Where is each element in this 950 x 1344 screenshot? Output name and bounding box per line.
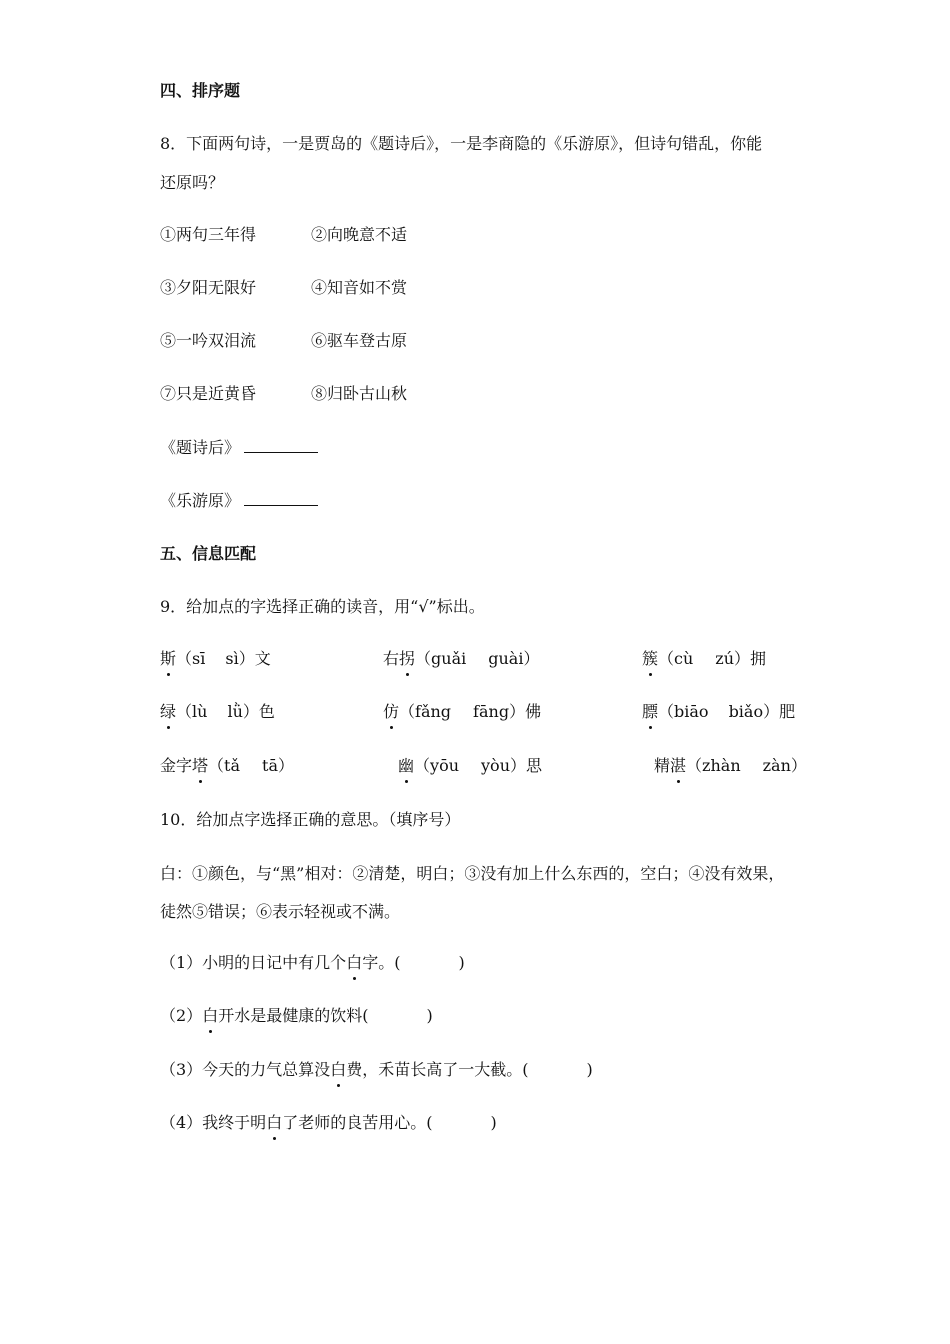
dotted-char: 白 <box>202 1006 219 1025</box>
dotted-char: 白 <box>266 1113 283 1132</box>
section-title-4: 四、排序题 <box>160 81 241 100</box>
section-title-5: 五、信息匹配 <box>160 544 257 563</box>
pinyin-item: 精湛（zhàn zàn） <box>654 756 807 775</box>
q10-item-3: （3）今天的力气总算没白费，禾苗长高了一大截。( ) <box>160 1060 593 1079</box>
answer-blank[interactable] <box>244 438 318 453</box>
pinyin-item: 绿（lù lǜ）色 <box>160 702 275 721</box>
dotted-char: 白 <box>346 953 363 972</box>
definition-line-cont: 徒然⑤错误；⑥表示轻视或不满。 <box>160 902 401 921</box>
question-8-stem-cont: 还原吗？ <box>160 173 225 192</box>
answer-row-leyouyuan <box>160 490 318 512</box>
dotted-char: 膘 <box>642 702 659 721</box>
answer-row-tishihou <box>160 437 318 459</box>
q10-item-2: （2）白开水是最健康的饮料( ) <box>160 1006 433 1025</box>
answer-label: 《题诗后》 <box>160 438 241 457</box>
pinyin-item: 右拐（guǎi guài） <box>383 649 540 668</box>
dotted-char: 白 <box>330 1060 347 1079</box>
pinyin-item: 幽（yōu yòu）思 <box>398 756 543 775</box>
poem-line-6: ⑥驱车登古原 <box>311 331 408 350</box>
question-8-stem: 8．下面两句诗，一是贾岛的《题诗后》，一是李商隐的《乐游原》，但诗句错乱，你能 <box>160 134 763 153</box>
answer-label: 《乐游原》 <box>160 491 241 510</box>
pinyin-item: 仿（fǎng fāng）佛 <box>383 702 542 721</box>
poem-line-8: ⑧归卧古山秋 <box>311 384 408 403</box>
dotted-char: 拐 <box>399 649 416 668</box>
q10-item-1: （1）小明的日记中有几个白字。( ) <box>160 953 465 972</box>
question-10-stem: 10．给加点字选择正确的意思。（填序号） <box>160 810 461 829</box>
dotted-char: 簇 <box>642 649 659 668</box>
pinyin-item: 膘（biāo biǎo）肥 <box>642 702 796 721</box>
poem-line-1: ①两句三年得 <box>160 225 257 244</box>
dotted-char: 幽 <box>398 756 415 775</box>
dotted-char: 湛 <box>670 756 687 775</box>
dotted-char: 塔 <box>192 756 209 775</box>
pinyin-item: 斯（sī sì）文 <box>160 649 271 668</box>
poem-line-5: ⑤一吟双泪流 <box>160 331 257 350</box>
poem-line-4: ④知音如不赏 <box>311 278 408 297</box>
pinyin-item: 簇（cù zú）拥 <box>642 649 767 668</box>
dotted-char: 绿 <box>160 702 177 721</box>
answer-blank[interactable] <box>244 491 318 506</box>
definition-line: 白：①颜色，与“黑”相对：②清楚，明白；③没有加上什么东西的，空白；④没有效果， <box>160 864 785 883</box>
poem-line-2: ②向晚意不适 <box>311 225 408 244</box>
dotted-char: 仿 <box>383 702 400 721</box>
poem-line-3: ③夕阳无限好 <box>160 278 257 297</box>
q10-item-4: （4）我终于明白了老师的良苦用心。( ) <box>160 1113 497 1132</box>
question-9-stem: 9．给加点的字选择正确的读音，用“√”标出。 <box>160 597 485 616</box>
poem-line-7: ⑦只是近黄昏 <box>160 384 257 403</box>
pinyin-item: 金字塔（tǎ tā） <box>160 756 294 775</box>
dotted-char: 斯 <box>160 649 177 668</box>
